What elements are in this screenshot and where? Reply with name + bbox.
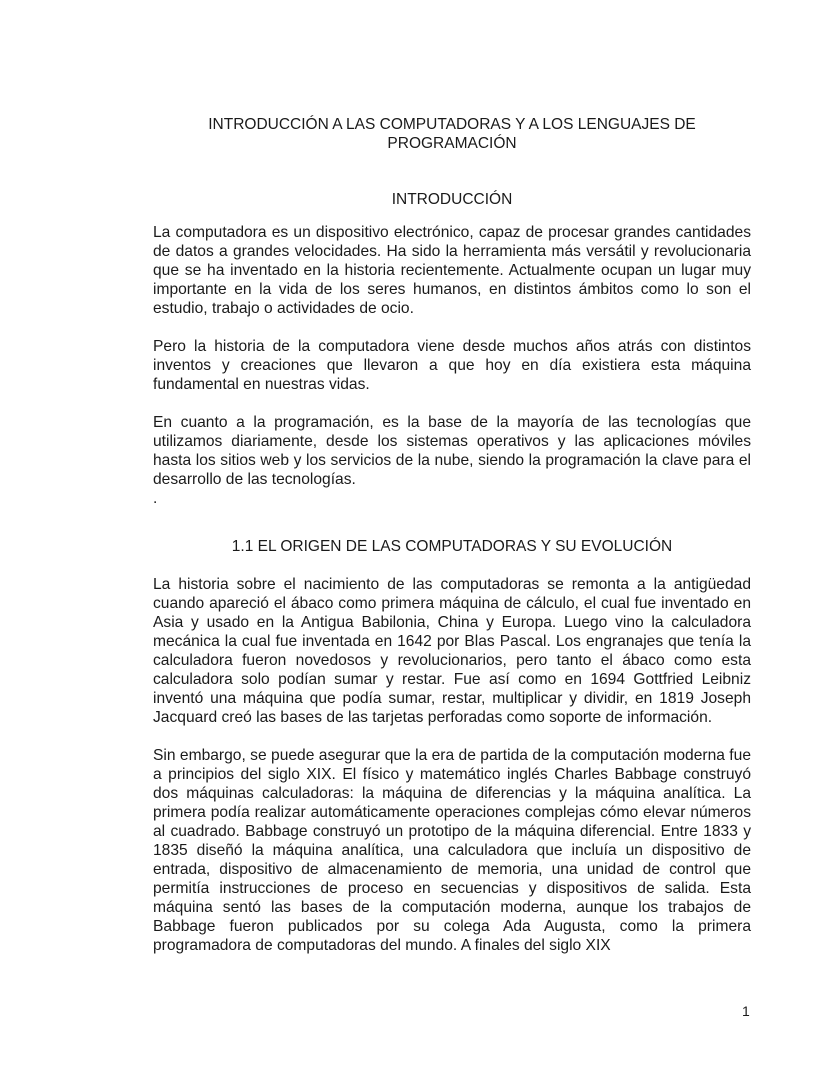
section-1-1-paragraph-1: La historia sobre el nacimiento de las computadoras se remonta a la antigüedad cuando apareció el ábaco como primera máquina de cálculo, el cual fue inventado en Asia y usado en la Antigua Babilonia, China y Europa. Luego vino la calculadora mecánica la cual fue inventada en 1642 por Blas Pascal. Los engranajes que tenía la calculadora fueron novedosos y revolucionarios, pero tanto el ábaco como esta calculadora solo podían sumar y restar. Fue así como en 1694 Gottfried Leibniz inventó una máquina que podía sumar, restar, multiplicar y dividir, en 1819 Joseph Jacquard creó las bases de las tarjetas perforadas como soporte de información. bbox=[153, 576, 751, 726]
document-title-line-2: PROGRAMACIÓN bbox=[387, 135, 517, 152]
intro-paragraph-1: La computadora es un dispositivo electrónico, capaz de procesar grandes cantidades de datos a grandes velocidades. Ha sido la herramienta más versátil y revolucionaria que se ha inventado en la historia recientemente. Actualmente ocupan un lugar muy importante en la vida de los seres humanos, en distintos ámbitos como lo son el estudio, trabajo o actividades de ocio. bbox=[153, 224, 751, 317]
page-number: 1 bbox=[742, 1003, 750, 1019]
document-title-line-1: INTRODUCCIÓN A LAS COMPUTADORAS Y A LOS LENGUAJES DE bbox=[208, 116, 696, 133]
intro-paragraph-3: En cuanto a la programación, es la base de la mayoría de las tecnologías que utilizamos diariamente, desde los sistemas operativos y las aplicaciones móviles hasta los sitios web y los servicios de la nube, siendo la programación la clave para el desarrollo de las tecnologías. bbox=[153, 414, 751, 488]
trailing-period: . bbox=[153, 490, 158, 507]
page-content bbox=[153, 115, 751, 955]
section-heading-1-1: 1.1 EL ORIGEN DE LAS COMPUTADORAS Y SU EVOLUCIÓN bbox=[231, 538, 673, 555]
section-1-1-paragraph-2: Sin embargo, se puede asegurar que la era de partida de la computación moderna fue a principios del siglo XIX. El físico y matemático inglés Charles Babbage construyó dos máquinas calculadoras: la máquina de diferencias y la máquina analítica. La primera podía realizar automáticamente operaciones complejas cómo elevar números al cuadrado. Babbage construyó un prototipo de la máquina diferencial. Entre 1833 y 1835 diseñó la máquina analítica, una calculadora que incluía un dispositivo de entrada, dispositivo de almacenamiento de memoria, una unidad de control que permitía instrucciones de proceso en secuencias y dispositivos de salida. Esta máquina sentó las bases de la computación moderna, aunque los trabajos de Babbage fueron publicados por su colega Ada Augusta, como la primera programadora de computadoras del mundo. A finales del siglo XIX bbox=[153, 747, 751, 954]
section-heading-introduccion: INTRODUCCIÓN bbox=[391, 191, 513, 208]
intro-paragraph-2: Pero la historia de la computadora viene desde muchos años atrás con distintos inventos y creaciones que llevaron a que hoy en día existiera esta máquina fundamental en nuestras vidas. bbox=[153, 338, 751, 393]
document-title bbox=[153, 115, 751, 153]
